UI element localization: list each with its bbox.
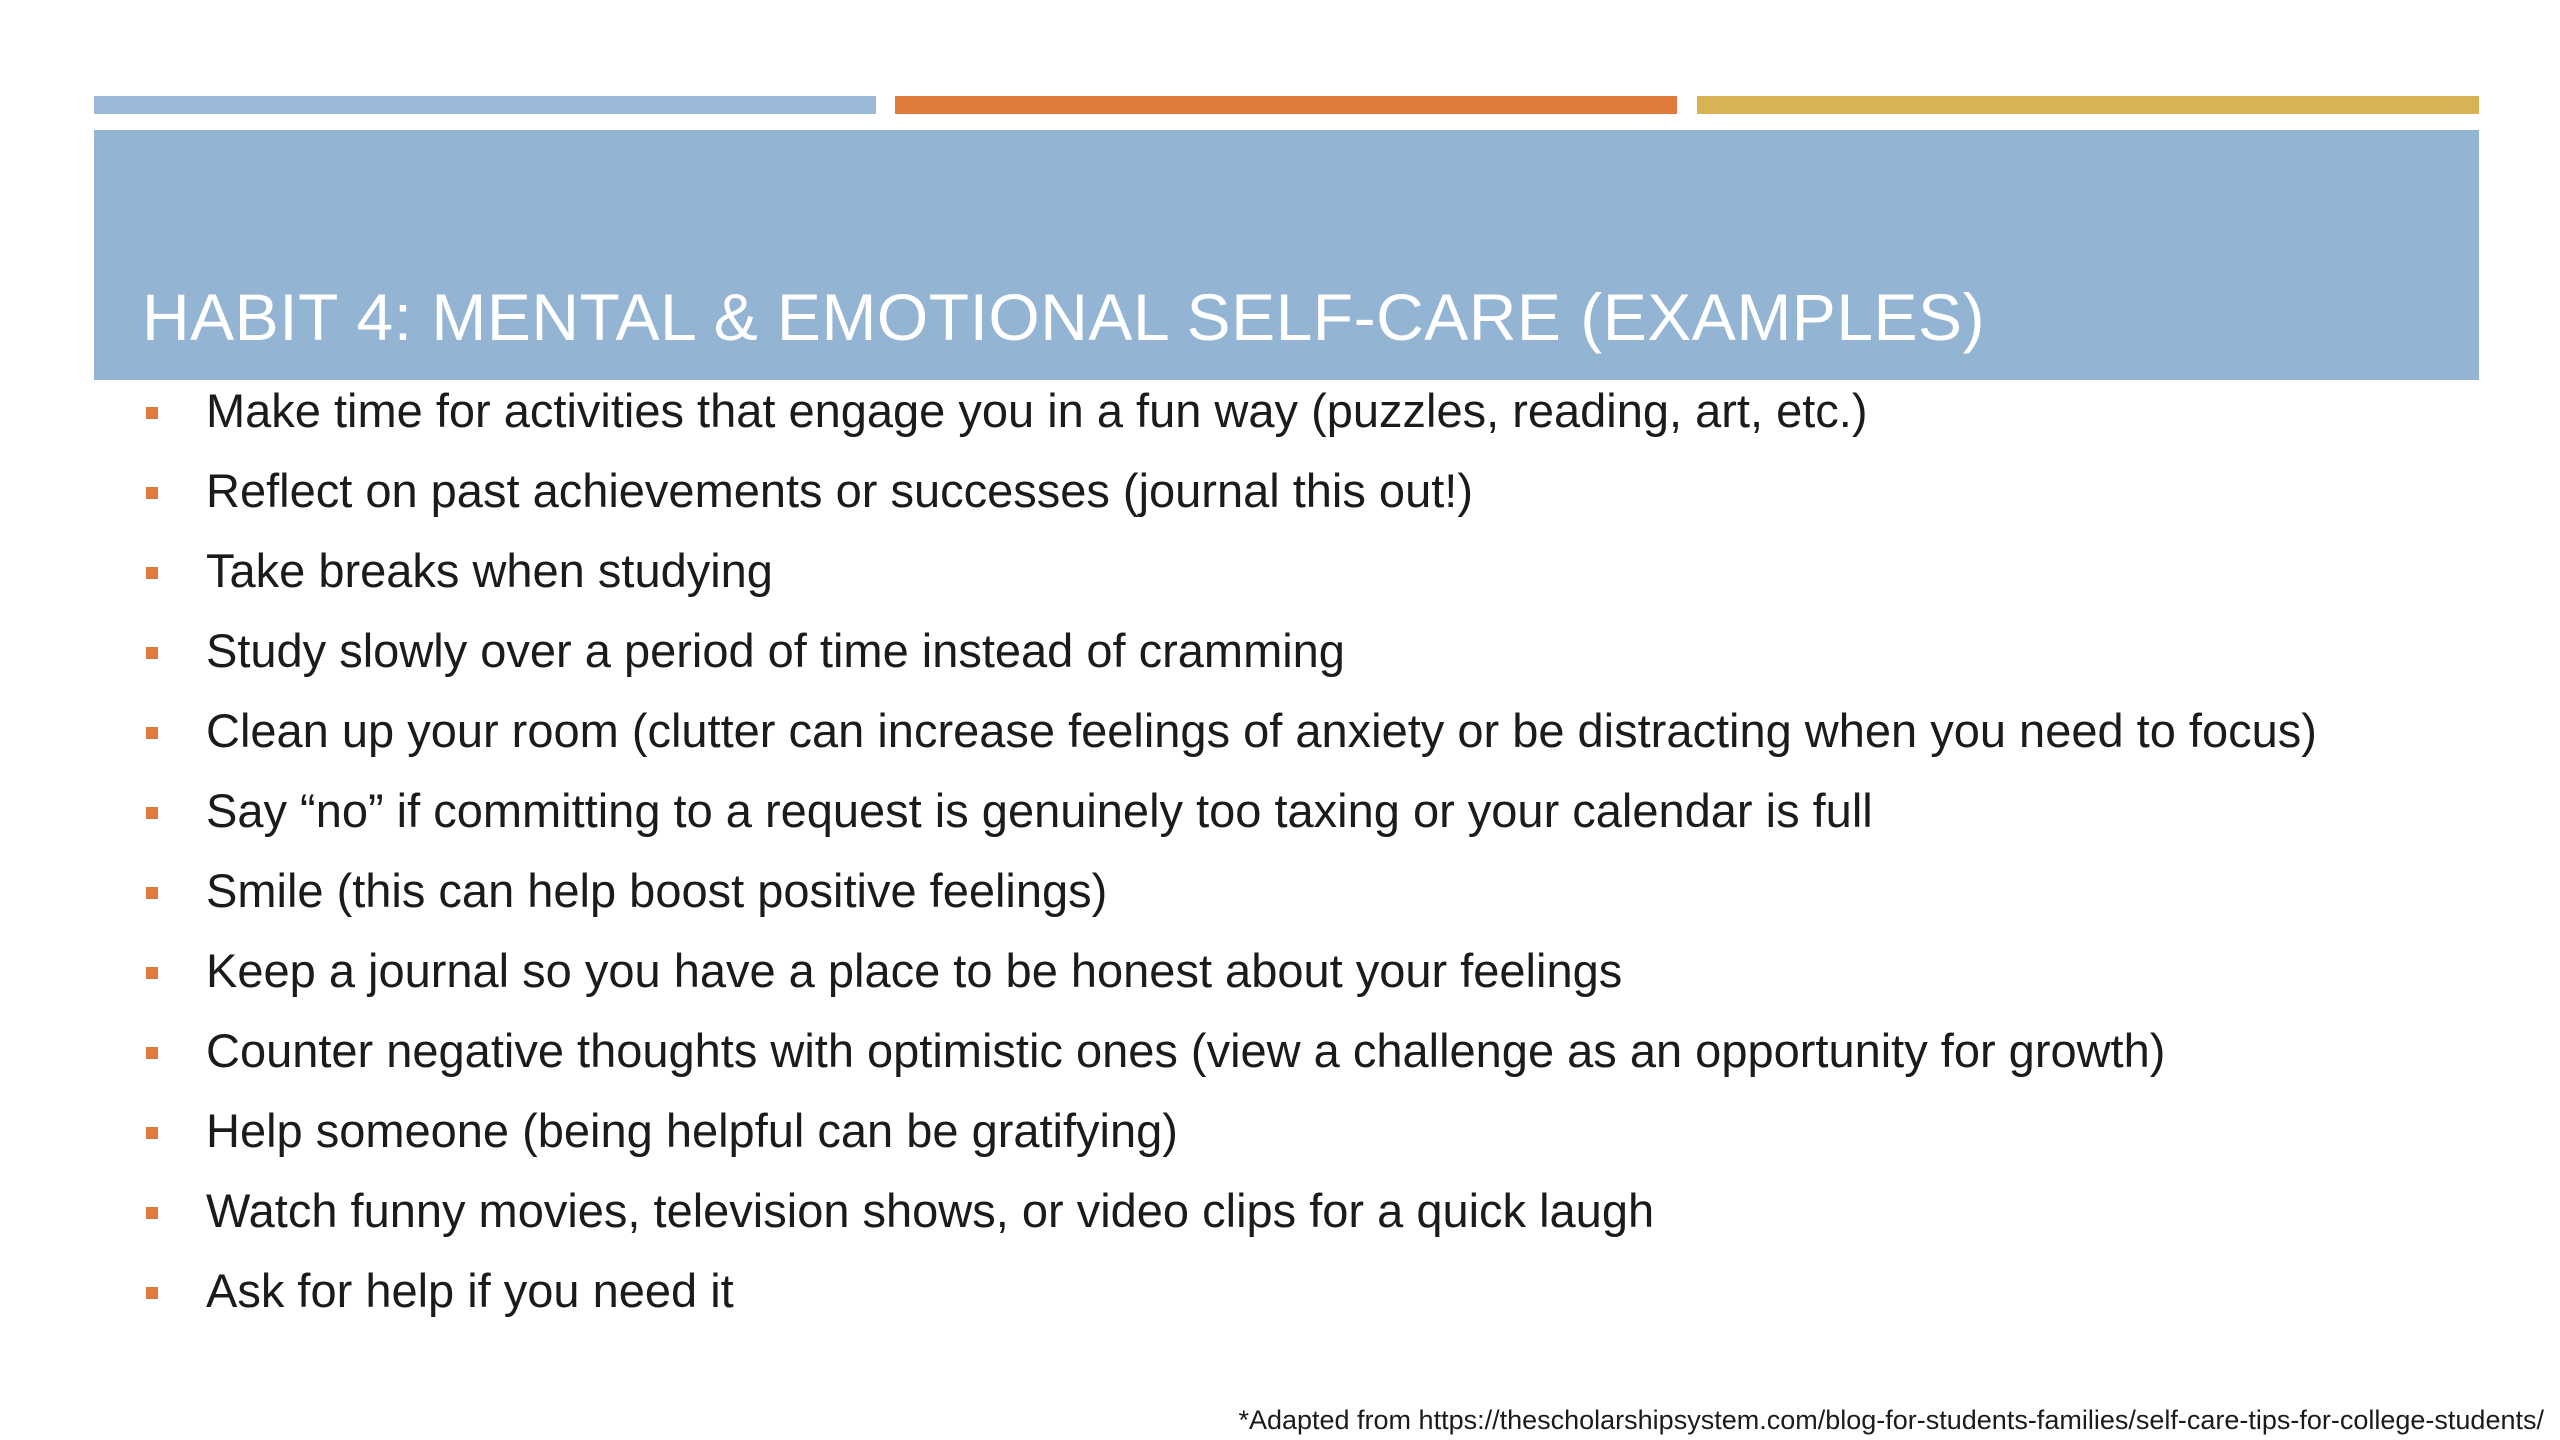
- accent-bar-gold: [1697, 96, 2479, 114]
- bullet-text: Keep a journal so you have a place to be honest about your feelings: [206, 944, 1623, 997]
- square-bullet-icon: [146, 567, 158, 579]
- bullet-text: Ask for help if you need it: [206, 1264, 734, 1317]
- bullet-item: [0, 385, 2560, 437]
- square-bullet-icon: [146, 1047, 158, 1059]
- source-footnote: *Adapted from https://thescholarshipsystem.com/blog-for-students-families/self-care-tips-for-college-students/: [1238, 1405, 2544, 1435]
- square-bullet-icon: [146, 647, 158, 659]
- accent-bar-blue: [94, 96, 876, 114]
- bullet-list: [0, 385, 2560, 1345]
- bullet-item: [0, 865, 2560, 917]
- bullet-text: Say “no” if committing to a request is genuinely too taxing or your calendar is full: [206, 784, 1873, 837]
- bullet-item: [0, 1265, 2560, 1317]
- square-bullet-icon: [146, 1207, 158, 1219]
- bullet-text: Make time for activities that engage you in a fun way (puzzles, reading, art, etc.): [206, 384, 1868, 437]
- bullet-text: Study slowly over a period of time instead of cramming: [206, 624, 1345, 677]
- square-bullet-icon: [146, 807, 158, 819]
- square-bullet-icon: [146, 887, 158, 899]
- accent-bar-orange: [895, 96, 1677, 114]
- bullet-item: [0, 545, 2560, 597]
- bullet-item: [0, 465, 2560, 517]
- bullet-item: [0, 785, 2560, 837]
- square-bullet-icon: [146, 1287, 158, 1299]
- bullet-text: Counter negative thoughts with optimistic ones (view a challenge as an opportunity for growth): [206, 1024, 2166, 1077]
- square-bullet-icon: [146, 407, 158, 419]
- bullet-text: Reflect on past achievements or successes (journal this out!): [206, 464, 1473, 517]
- slide-title: HABIT 4: MENTAL & EMOTIONAL SELF-CARE (EXAMPLES): [142, 280, 1986, 354]
- bullet-item: [0, 705, 2560, 757]
- square-bullet-icon: [146, 487, 158, 499]
- square-bullet-icon: [146, 727, 158, 739]
- bullet-item: [0, 1185, 2560, 1237]
- bullet-text: Take breaks when studying: [206, 544, 773, 597]
- square-bullet-icon: [146, 967, 158, 979]
- bullet-text: Smile (this can help boost positive feelings): [206, 864, 1108, 917]
- title-band: [94, 130, 2479, 380]
- bullet-item: [0, 945, 2560, 997]
- bullet-item: [0, 625, 2560, 677]
- bullet-item: [0, 1025, 2560, 1077]
- bullet-item: [0, 1105, 2560, 1157]
- bullet-text: Help someone (being helpful can be gratifying): [206, 1104, 1178, 1157]
- bullet-text: Watch funny movies, television shows, or video clips for a quick laugh: [206, 1184, 1655, 1237]
- bullet-text: Clean up your room (clutter can increase feelings of anxiety or be distracting when you need to focus): [206, 704, 2317, 757]
- square-bullet-icon: [146, 1127, 158, 1139]
